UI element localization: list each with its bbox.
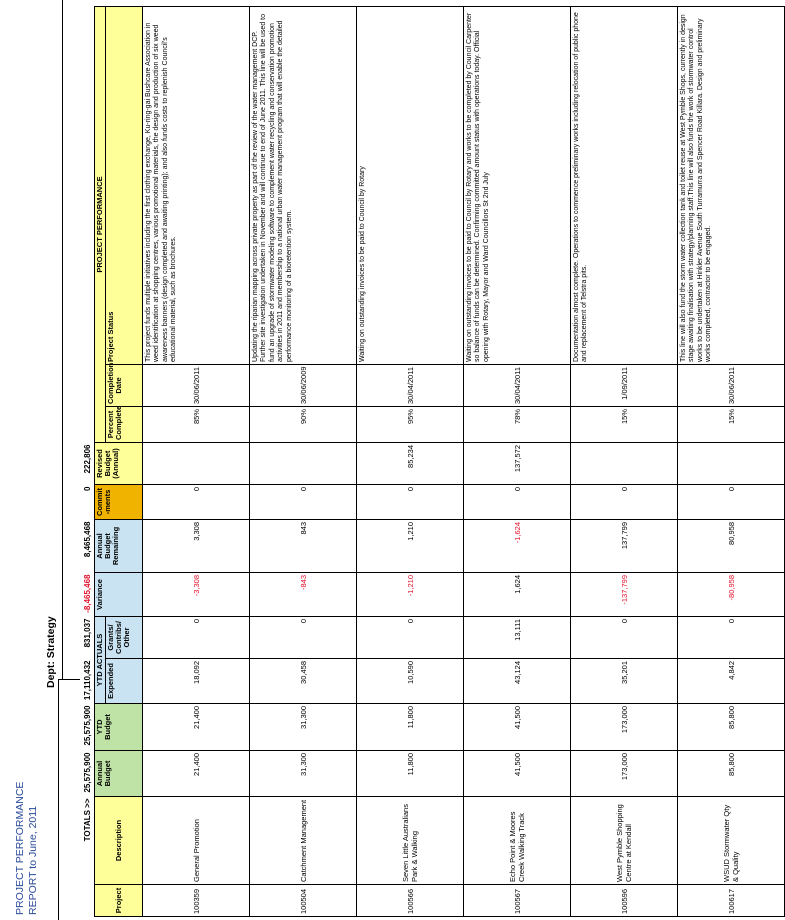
expended: 30,458 xyxy=(250,659,357,704)
budget-remaining: 137,799 xyxy=(571,520,678,573)
grants: 0 xyxy=(678,617,785,659)
report-title xyxy=(14,765,57,915)
project-description: Echo Point & Moores Creek Walking Track xyxy=(464,797,571,885)
header-remaining: Annual Budget Remaining xyxy=(95,520,143,573)
completion-date: 30/04/2011 xyxy=(357,365,464,407)
table-row xyxy=(143,7,250,917)
variance: -1,210 xyxy=(357,573,464,617)
project-status-text: This line will also fund the storm water collection tank and toilet reuse at West Pymble Shops, currently in design stage awaiting finalisation with strategy/planning staff.This line will also funds the work of stormwater control works to be undertaken at Hinkler Avenue South Turramurra and Spencer Road Killara. Design and preliminary works completed, contractor to be engaged. xyxy=(680,14,713,362)
header-commitments: Commit -ments xyxy=(95,485,143,520)
header-ytd-actuals: YTD ACTUALS xyxy=(95,617,106,704)
project-number: 100566 xyxy=(357,885,464,917)
header-ytd-budget: YTD Budget xyxy=(95,704,143,751)
revised-budget: 137,572 xyxy=(464,443,571,485)
commitments: 0 xyxy=(250,485,357,520)
totals-expended: 17,110,432 xyxy=(82,660,92,701)
expended: 10,590 xyxy=(357,659,464,704)
grants: 0 xyxy=(143,617,250,659)
table-row xyxy=(464,7,571,917)
ytd-budget: 173,000 xyxy=(571,704,678,751)
expended: 4,842 xyxy=(678,659,785,704)
project-status xyxy=(678,7,785,365)
completion-date: 30/06/2011 xyxy=(143,365,250,407)
percent-complete: 90% xyxy=(250,407,357,443)
project-status-text: This project funds multiple initiatives including the first clothing exchange, Ku-ring-gai Bushcare Association in weed identification at shopping centres, various promotional materials, the design and production of six weed awareness banners (design completed and awaiting printing); and also funds costs to replenish Council's educational material, such as brochures. xyxy=(145,22,178,362)
annual-budget: 85,800 xyxy=(678,751,785,797)
commitments: 0 xyxy=(571,485,678,520)
totals-variance: -8,465,468 xyxy=(82,574,92,613)
frame-line-top-left xyxy=(58,680,59,920)
budget-remaining: 1,210 xyxy=(357,520,464,573)
project-status xyxy=(571,7,678,365)
ytd-budget: 11,800 xyxy=(357,704,464,751)
percent-complete: 15% xyxy=(571,407,678,443)
annual-budget: 31,300 xyxy=(250,751,357,797)
totals-ytd-budget: 25,575,900 xyxy=(82,705,92,746)
totals-remaining: 8,465,468 xyxy=(82,521,92,558)
header-grants: Grants/ Contribs/ Other xyxy=(106,617,143,659)
project-status-text: Waiting on outstanding invoices to be paid to Council by Rotary xyxy=(359,166,366,362)
report-title-line2: REPORT to June, 2011 xyxy=(27,805,39,915)
header-project: Project xyxy=(95,885,143,917)
totals-commitments: 0 xyxy=(82,486,92,491)
revised-budget: 85,234 xyxy=(357,443,464,485)
project-performance-table xyxy=(80,6,785,917)
variance: -80,958 xyxy=(678,573,785,617)
expended: 35,201 xyxy=(571,659,678,704)
commitments: 0 xyxy=(464,485,571,520)
completion-date: 30/06/2011 xyxy=(678,365,785,407)
totals-row xyxy=(80,7,95,917)
totals-grants: 831,037 xyxy=(82,618,92,648)
table-row xyxy=(678,7,785,917)
grants: 0 xyxy=(250,617,357,659)
annual-budget: 11,800 xyxy=(357,751,464,797)
department-label: Dept: Strategy xyxy=(45,616,57,688)
project-description: WSUD Stormwater Qty & Quality xyxy=(678,797,785,885)
report-title-line1: PROJECT PERFORMANCE xyxy=(14,781,26,915)
totals-annual-budget: 25,575,900 xyxy=(82,752,92,793)
frame-line-top-right xyxy=(62,0,63,680)
budget-remaining: -1,624 xyxy=(464,520,571,573)
project-number: 100596 xyxy=(571,885,678,917)
project-number: 100617 xyxy=(678,885,785,917)
percent-complete: 85% xyxy=(143,407,250,443)
header-revised-budget: Revised Budget (Annual) xyxy=(95,443,143,485)
ytd-budget: 85,800 xyxy=(678,704,785,751)
revised-budget xyxy=(250,443,357,485)
commitments: 0 xyxy=(678,485,785,520)
header-annual-budget: Annual Budget xyxy=(95,751,143,797)
table-row xyxy=(250,7,357,917)
project-description: Catchment Management xyxy=(250,797,357,885)
annual-budget: 173,000 xyxy=(571,751,678,797)
percent-complete: 78% xyxy=(464,407,571,443)
header-row-1 xyxy=(95,7,106,917)
commitments: 0 xyxy=(357,485,464,520)
ytd-budget: 21,400 xyxy=(143,704,250,751)
completion-date: 1/09/2011 xyxy=(571,365,678,407)
table-row xyxy=(571,7,678,917)
revised-budget xyxy=(571,443,678,485)
expended: 18,092 xyxy=(143,659,250,704)
variance: 1,624 xyxy=(464,573,571,617)
budget-remaining: 843 xyxy=(250,520,357,573)
ytd-budget: 41,500 xyxy=(464,704,571,751)
header-percent: Percent Complete xyxy=(106,407,143,443)
project-status xyxy=(143,7,250,365)
percent-complete: 95% xyxy=(357,407,464,443)
project-number: 100567 xyxy=(464,885,571,917)
budget-remaining: 3,308 xyxy=(143,520,250,573)
header-variance: Variance xyxy=(95,573,143,617)
ytd-budget: 31,300 xyxy=(250,704,357,751)
header-description: Description xyxy=(95,797,143,885)
project-status-text: Updating the riparian mapping across private property as part of the review of the water management DCP. Further site investigation undertaken in November and will continue to end of June 2011. This line will be used to fund an upgrade of stormwater modeling software to complement water recycling and conservation promotion activities in 2011 and membership to a national urban water management program that will enable the detailed performance monitoring of a bioretention system. xyxy=(252,13,293,362)
percent-complete: 15% xyxy=(678,407,785,443)
project-number: 100504 xyxy=(250,885,357,917)
variance: -137,799 xyxy=(571,573,678,617)
annual-budget: 41,500 xyxy=(464,751,571,797)
expended: 43,124 xyxy=(464,659,571,704)
commitments: 0 xyxy=(143,485,250,520)
totals-revised: 222,806 xyxy=(82,444,92,474)
project-status xyxy=(250,7,357,365)
project-status-text: Waiting on outstanding invoices to be paid to Council by Rotary and works to be completed by Council Carpenter so balance of funds can be determined. Confirming committed amount status with operations today. Official opening with Rotary, Mayor and Ward Councillors St 2nd July xyxy=(466,12,490,362)
project-description: West Pymble Shopping Centre at Kendall xyxy=(571,797,678,885)
grants: 0 xyxy=(571,617,678,659)
annual-budget: 21,400 xyxy=(143,751,250,797)
project-status xyxy=(464,7,571,365)
grants: 0 xyxy=(357,617,464,659)
totals-label: TOTALS >> xyxy=(82,798,92,842)
grants: 13,111 xyxy=(464,617,571,659)
project-status xyxy=(357,7,464,365)
table-row xyxy=(357,7,464,917)
completion-date: 30/04/2011 xyxy=(464,365,571,407)
project-number: 100359 xyxy=(143,885,250,917)
header-completion: Completion Date xyxy=(106,365,143,407)
variance: -3,308 xyxy=(143,573,250,617)
completion-date: 30/06/2009 xyxy=(250,365,357,407)
variance: -843 xyxy=(250,573,357,617)
header-project-performance: PROJECT PERFORMANCE xyxy=(95,7,106,443)
project-status-text: Documentation almost complete. Operations to commence preliminary works including relocation of public phone and replacement of Telstra pits. xyxy=(573,12,589,362)
header-expended: Expended xyxy=(106,659,143,704)
project-description: General Promotion xyxy=(143,797,250,885)
project-description: Seven Little Australians Park & Walking xyxy=(357,797,464,885)
revised-budget xyxy=(143,443,250,485)
revised-budget xyxy=(678,443,785,485)
budget-remaining: 80,958 xyxy=(678,520,785,573)
header-status: Project Status xyxy=(106,7,143,365)
